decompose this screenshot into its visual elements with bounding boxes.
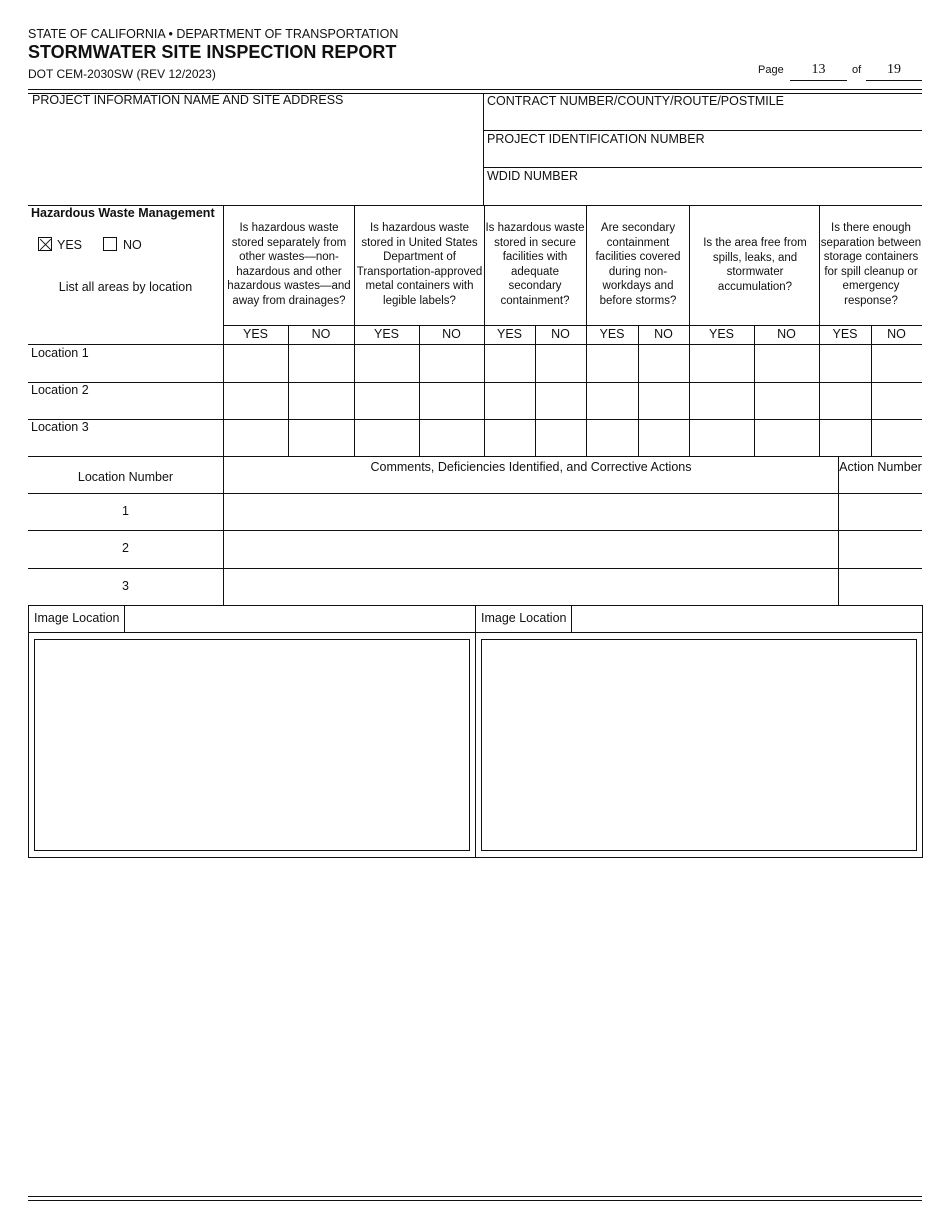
action-number-header: Action Number [839,460,922,474]
comments-header: Comments, Deficiencies Identified, and Corrective Actions [370,460,692,474]
location-1-label: Location 1 [31,346,89,360]
project-id-field[interactable] [485,146,922,167]
q2-no-header: NO [442,327,461,341]
hazardous-yes-checkbox[interactable] [38,237,52,251]
page-title: STORMWATER SITE INSPECTION REPORT [28,42,397,62]
footer-rule [28,1196,922,1197]
comment-row-2-number: 2 [122,541,129,555]
question-4: Are secondary containment facilities covered during non-workdays and before storms? [595,222,681,307]
action-row-3-field[interactable] [839,569,922,605]
location-3-answers[interactable] [224,420,922,456]
q3-yes-header: YES [496,327,522,341]
image-location-left-field[interactable] [125,606,475,632]
comment-row-2-field[interactable] [224,531,838,567]
hazardous-yes-label: YES [57,238,83,252]
image-box-right[interactable] [481,639,917,851]
image-location-right-field[interactable] [572,606,922,632]
page-number-field[interactable]: 13 [811,62,826,77]
project-id-label: PROJECT IDENTIFICATION NUMBER [487,132,705,146]
contract-field[interactable] [485,108,922,130]
page-total-field[interactable]: 19 [887,62,901,77]
q4-yes-header: YES [599,327,625,341]
form-id: DOT CEM-2030SW (REV 12/2023) [28,67,216,81]
list-areas-label: List all areas by location [58,280,193,294]
image-location-left-label: Image Location [34,611,120,625]
q6-no-header: NO [887,327,906,341]
question-1: Is hazardous waste stored separately from other wastes—non-hazardous and other hazardous wastes—and away from drainages? [227,222,351,307]
comment-row-1-number: 1 [122,504,129,518]
comment-row-3-field[interactable] [224,569,838,605]
q1-yes-header: YES [242,327,268,341]
q5-no-header: NO [777,327,796,341]
location-2-answers[interactable] [224,383,922,419]
q2-yes-header: YES [373,327,399,341]
comment-row-3-number: 3 [122,579,129,593]
project-info-field[interactable] [28,107,483,204]
question-3: Is hazardous waste stored in secure facilities with adequate secondary containment? [485,222,585,307]
project-info-label: PROJECT INFORMATION NAME AND SITE ADDRESS [32,93,344,107]
question-2: Is hazardous waste stored in United States Department of Transportation-approved metal containers with legible labels? [356,222,483,307]
image-box-left[interactable] [34,639,470,851]
hazardous-heading: Hazardous Waste Management [31,206,215,220]
q5-yes-header: YES [708,327,734,341]
q6-yes-header: YES [832,327,858,341]
q1-no-header: NO [311,327,331,341]
comment-row-1-field[interactable] [224,494,838,530]
wdid-field[interactable] [485,183,922,204]
question-6: Is there enough separation between storage containers for spill cleanup or emergency response? [820,222,922,307]
agency-line: STATE OF CALIFORNIA • DEPARTMENT OF TRANSPORTATION [28,27,399,41]
hazardous-no-checkbox[interactable] [103,237,117,251]
location-1-answers[interactable] [224,345,922,382]
location-2-label: Location 2 [31,383,89,397]
q3-no-header: NO [551,327,570,341]
of-label: of [852,64,862,76]
hazardous-no-label: NO [123,238,142,252]
action-row-2-field[interactable] [839,531,922,567]
question-5: Is the area free from spills, leaks, and stormwater accumulation? [703,237,807,293]
image-location-right-label: Image Location [481,611,567,625]
wdid-label: WDID NUMBER [487,169,578,183]
action-row-1-field[interactable] [839,494,922,530]
q4-no-header: NO [654,327,673,341]
contract-label: CONTRACT NUMBER/COUNTY/ROUTE/POSTMILE [487,94,785,108]
location-number-header: Location Number [77,470,174,484]
page-label: Page [758,64,784,76]
location-3-label: Location 3 [31,420,89,434]
